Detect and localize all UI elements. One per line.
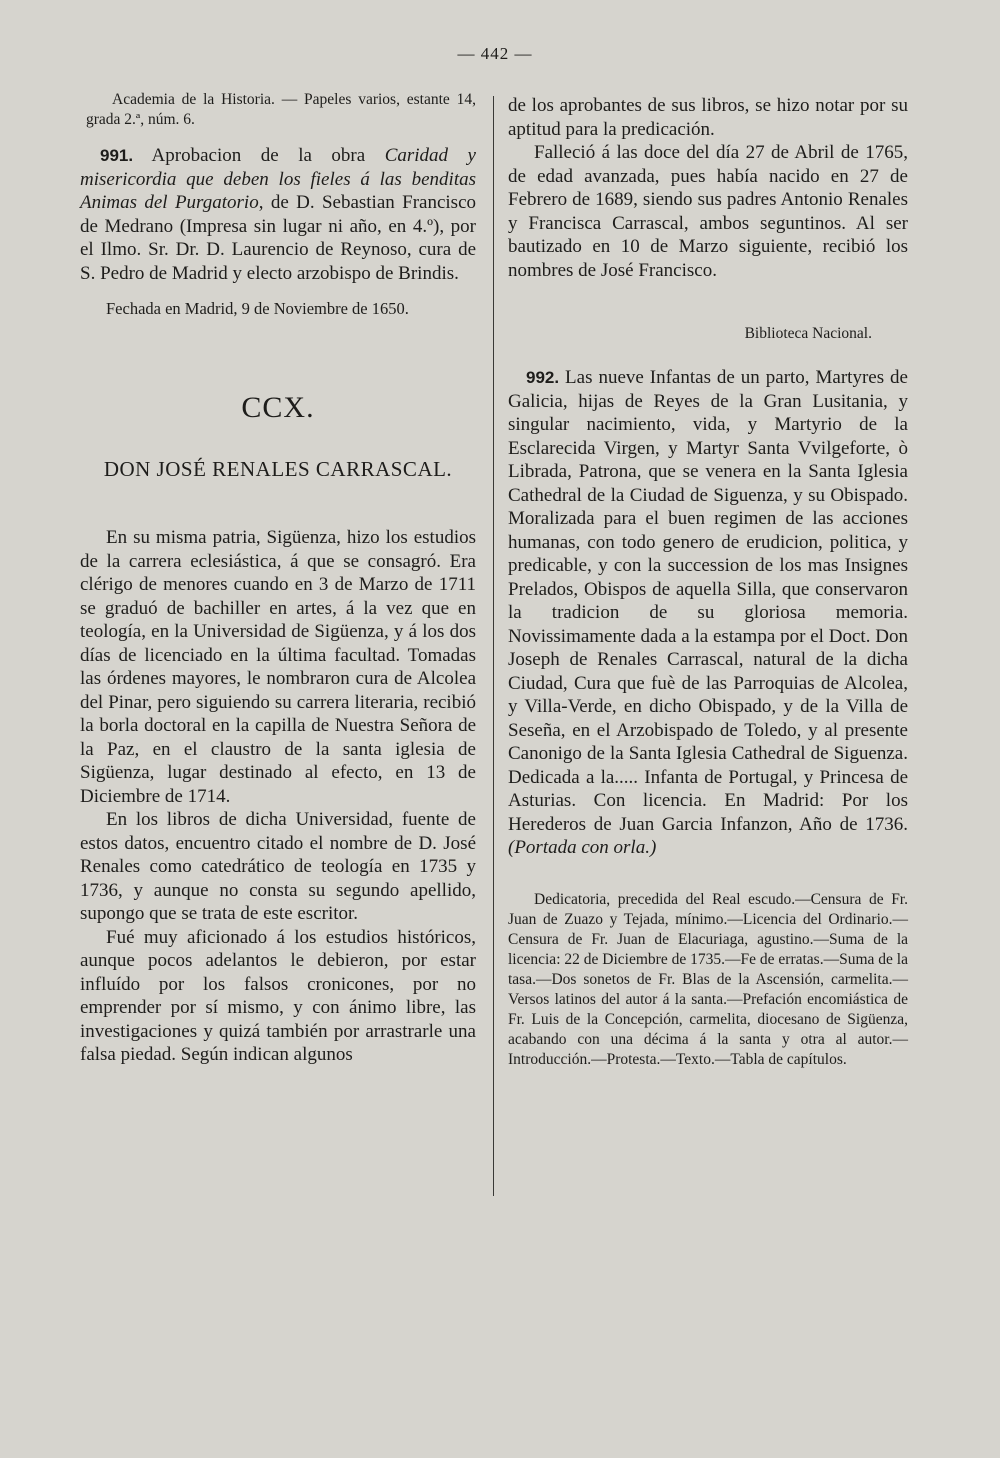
- left-column: [80, 90, 476, 1067]
- source-reference: Biblioteca Nacional.: [744, 325, 872, 342]
- entry-note: (Portada con orla.): [508, 837, 657, 858]
- entry-text: Aprobacion de la obra: [133, 145, 385, 166]
- entry-number: 991.: [100, 146, 134, 165]
- page-number: — 442 —: [457, 44, 533, 63]
- source-reference: Academia de la Historia. — Papeles varios, estante 14, grada 2.ª, núm. 6.: [86, 91, 476, 128]
- entry-number: 992.: [526, 368, 560, 387]
- entry-991: [80, 144, 476, 285]
- biography-paragraph: En su misma patria, Sigüenza, hizo los estudios de la carrera eclesiástica, á que se consagró. Era clérigo de menores cuando en 3 de Marzo de 1711 se graduó de bachiller en artes, á la vez que en teología, en la Universidad de Sigüenza, y á los dos días de licenciado en la última facultad. Tomadas las órdenes mayores, le nombraron cura de Alcolea del Pinar, pero siguiendo su carrera literaria, recibió la borla doctoral en la capilla de Nuestra Señora de la Paz, en el claustro de la santa iglesia de Sigüenza, lugar destinado al efecto, en 13 de Diciembre de 1714.: [80, 527, 476, 807]
- entry-date: Fechada en Madrid, 9 de Noviembre de 1650.: [106, 299, 409, 318]
- right-column: [508, 94, 908, 1070]
- biography-paragraph: En los libros de dicha Universidad, fuente de estos datos, encuentro citado el nombre de D. José Renales como catedrático de teología en 1735 y 1736, y aunque no consta su segundo apellido, supongo que se trata de este escritor.: [80, 809, 476, 924]
- work-title: Caridad y misericordia que deben los fieles á las benditas Animas del Purgatorio: [80, 145, 476, 213]
- column-divider: [493, 96, 494, 1196]
- continued-paragraph: de los aprobantes de sus libros, se hizo notar por su aptitud para la predicación.: [508, 95, 908, 140]
- entry-text: , de D. Sebastian Francisco de Medrano (Impresa sin lugar ni año, en 4.º), por el Ilmo. Sr. Dr. D. Laurencio de Reynoso, cura de S. Pedro de Madrid y electo arzobispo de Brindis.: [80, 192, 476, 284]
- biography-paragraph: Fué muy aficionado á los estudios históricos, aunque pocos adelantos le debieron, por estar influído por los falsos cronicones, por no emprender por sí mismo, y con ánimo libre, las investigaciones y quizá también por arrastrarle una falsa piedad. Según indican algunos: [80, 926, 476, 1065]
- entry-992: [508, 366, 908, 860]
- contents-list: Dedicatoria, precedida del Real escudo.—Censura de Fr. Juan de Zuazo y Tejada, mínimo.—Licencia del Ordinario.—Censura de Fr. Juan de Elacuriaga, agustino.—Suma de la licencia: 22 de Diciembre de 1735.—Fe de erratas.—Suma de la tasa.—Dos sonetos de Fr. Blas de la Ascensión, carmelita.—Versos latinos del autor á la santa.—Prefación encomiástica de Fr. Luis de la Concepción, carmelita, diocesano de Sigüenza, acabando con una décima á la santa y otra al autor.—Introducción.—Protesta.—Texto.—Tabla de capítulos.: [508, 890, 908, 1068]
- entry-text: Las nueve Infantas de un parto, Martyres de Galicia, hijas de Reyes de la Gran Lusitania, y singular nacimiento, vida, y Martyrio de la Esclarecida Virgen, y Martyr Santa Vvilgeforte, ò Librada, Patrona, que se venera en la Santa Iglesia Cathedral de la Ciudad de Siguenza, y su Obispado. Moralizada para el buen regimen de las acciones humanas, con todo genero de erudicion, politica, y predicable, y con la succession de los mas Insignes Prelados, Obispos de aquella Silla, que conservaron la tradicion de su gloriosa memoria. Novissimamente dada a la estampa por el Doct. Don Joseph de Renales Carrascal, natural de la dicha Ciudad, Cura que fuè de las Parroquias de Alcolea, y Villa-Verde, en dicho Obispado, y de la Villa de Seseña, en el Arzobispado de Toledo, y al presente Canonigo de la Santa Iglesia Cathedral de Siguenza. Dedicada a la..... Infanta de Portugal, y Princesa de Asturias. Con licencia. En Madrid: Por los Herederos de Juan Garcia Infanzon, Año de 1736.: [508, 367, 908, 835]
- chapter-number: CCX.: [241, 391, 315, 424]
- continued-paragraph: Falleció á las doce del día 27 de Abril de 1765, de edad avanzada, pues había nacido en 27 de Febrero de 1689, siendo sus padres Antonio Renales y Francisca Carrascal, ambos seguntinos. Al ser bautizado en 10 de Marzo siguiente, recibió los nombres de José Francisco.: [508, 142, 908, 281]
- chapter-title: DON JOSÉ RENALES CARRASCAL.: [103, 457, 453, 481]
